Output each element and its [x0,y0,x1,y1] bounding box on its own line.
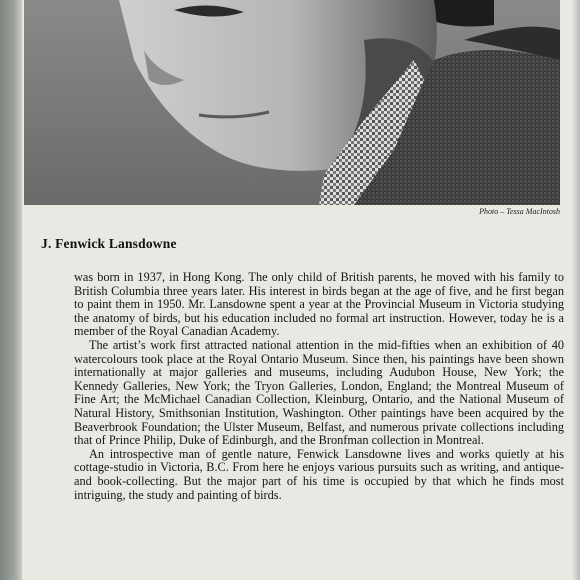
portrait-illustration [24,0,560,205]
portrait-photo [24,0,560,205]
page-right-edge [572,0,580,580]
biography-paragraph-2: The artist’s work first attracted national attention in the mid-fifties when an exhibition of 40 watercolours took place at the Royal Ontario Museum. Since then, his paintings have been shown internationally at major galleries and museums, including Audubon House, New York; the Kennedy Galleries, New York; the Tryon Galleries, London, England; the Montreal Museum of Fine Art; the McMichael Canadian Collection, Kleinburg, Ontario, and the National Museum of Natural History, Smithsonian Institution, Washington. Other paintings have been acquired by the Beaverbrook Foundation; the Ulster Museum, Belfast, and numerous private collections including that of Prince Philip, Duke of Edinburgh, and the Bronfman collection in Montreal. [74,337,564,448]
biography-paragraph-1: was born in 1937, in Hong Kong. The only child of British parents, he moved with his family to British Columbia three years later. His interest in birds began at the age of five, and he first began to paint them in 1950. Mr. Lansdowne spent a year at the Provincial Museum in Victoria studying the anatomy of birds, but his education included no formal art instruction. However, today he is a member of the Royal Canadian Academy. [74,270,564,339]
biography-heading: J. Fenwick Lansdowne [41,236,177,251]
biography-paragraph-3: An introspective man of gentle nature, Fenwick Lansdowne lives and works quietly at his cottage-studio in Victoria, B.C. From here he enjoys various pursuits such as writing, and antique- and book-collecting. But the major part of his time is occupied by that which he finds most intriguing, the study and painting of birds. [74,446,564,502]
page-left-shadow [0,0,22,580]
photo-credit: Photo – Tessa MacIntosh [479,207,560,216]
biography-text [74,271,564,502]
